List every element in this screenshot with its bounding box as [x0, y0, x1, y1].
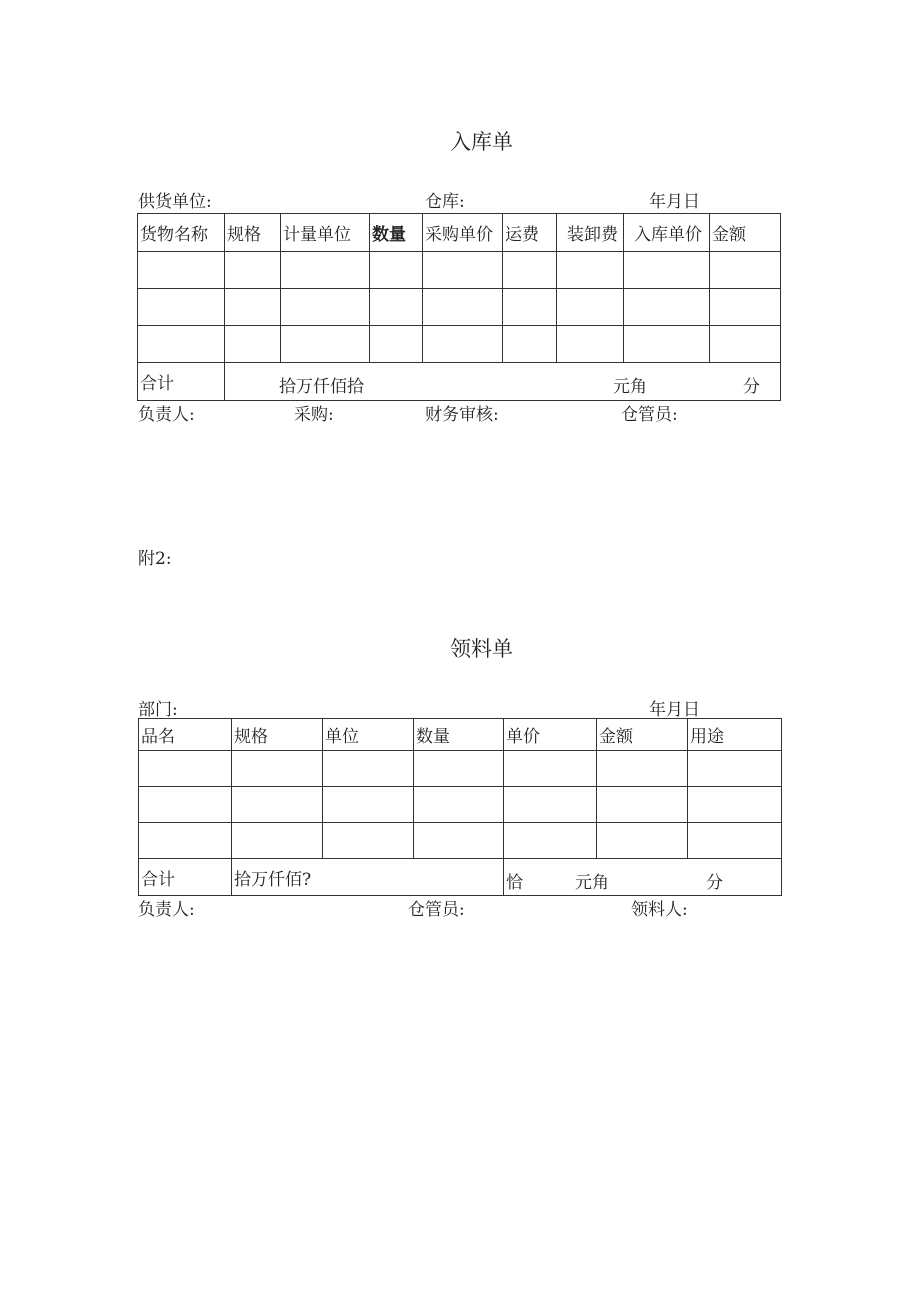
input-cell[interactable]: [624, 252, 710, 289]
yuan-jiao: 元角: [575, 873, 609, 893]
input-cell[interactable]: [323, 751, 414, 787]
fen: 分: [743, 377, 760, 397]
input-cell[interactable]: [323, 787, 414, 823]
dept-label: 部门:: [138, 700, 178, 720]
input-cell[interactable]: [503, 326, 557, 363]
input-cell[interactable]: [504, 751, 597, 787]
input-cell[interactable]: [370, 289, 423, 326]
table-row: [139, 787, 782, 823]
header-cell: 数量: [370, 214, 423, 252]
input-cell[interactable]: [624, 326, 710, 363]
input-cell[interactable]: [139, 823, 232, 859]
finance-label: 财务审核:: [425, 405, 499, 425]
input-cell[interactable]: [225, 252, 281, 289]
header-cell: 入库单价: [624, 214, 710, 252]
header-cell: 运费: [503, 214, 557, 252]
header-cell: 采购单价: [423, 214, 503, 252]
input-cell[interactable]: [504, 787, 597, 823]
input-cell[interactable]: [423, 326, 503, 363]
header-cell: 货物名称: [138, 214, 225, 252]
input-cell[interactable]: [139, 751, 232, 787]
input-cell[interactable]: [710, 289, 781, 326]
input-cell[interactable]: [281, 289, 370, 326]
input-cell[interactable]: [557, 289, 624, 326]
form1-date-label: 年月日: [649, 192, 700, 212]
amount-words: 拾万仟佰拾: [279, 377, 364, 397]
input-cell[interactable]: [370, 252, 423, 289]
form1-table: [137, 213, 781, 401]
input-cell[interactable]: [225, 326, 281, 363]
input-cell[interactable]: [688, 823, 782, 859]
table-row: [139, 823, 782, 859]
receiver-label: 领料人:: [631, 900, 688, 920]
input-cell[interactable]: [710, 326, 781, 363]
input-cell[interactable]: [414, 787, 504, 823]
input-cell[interactable]: [688, 751, 782, 787]
responsible-label: 负责人:: [138, 405, 195, 425]
input-cell[interactable]: [624, 289, 710, 326]
input-cell[interactable]: [557, 326, 624, 363]
warehouse-label: 仓库:: [425, 192, 465, 212]
header-cell: 规格: [232, 719, 323, 751]
form1-title: 入库单: [450, 130, 513, 154]
form2-keeper-label: 仓管员:: [408, 900, 465, 920]
input-cell[interactable]: [139, 787, 232, 823]
form2-total-row: [139, 859, 782, 896]
total-label: 合计: [138, 363, 225, 401]
input-cell[interactable]: [503, 252, 557, 289]
input-cell[interactable]: [281, 252, 370, 289]
form2-header-row: [139, 719, 782, 751]
supplier-label: 供货单位:: [138, 192, 212, 212]
input-cell[interactable]: [597, 751, 688, 787]
header-cell: 单位: [323, 719, 414, 751]
input-cell[interactable]: [688, 787, 782, 823]
table-row: [139, 751, 782, 787]
input-cell[interactable]: [414, 823, 504, 859]
table-row: [138, 326, 781, 363]
header-cell: 单价: [504, 719, 597, 751]
input-cell[interactable]: [138, 326, 225, 363]
input-cell[interactable]: [597, 787, 688, 823]
form2-title: 领料单: [450, 637, 513, 661]
amount-words[interactable]: 拾万仟佰?: [232, 859, 504, 896]
input-cell[interactable]: [323, 823, 414, 859]
table-row: [138, 289, 781, 326]
input-cell[interactable]: [423, 252, 503, 289]
header-cell: 数量: [414, 719, 504, 751]
header-cell: 金额: [710, 214, 781, 252]
input-cell[interactable]: [225, 289, 281, 326]
input-cell[interactable]: [232, 787, 323, 823]
yuan-jiao: 元角: [613, 377, 647, 397]
total-amount-cell[interactable]: [225, 363, 781, 401]
input-cell[interactable]: [232, 751, 323, 787]
input-cell[interactable]: [710, 252, 781, 289]
header-cell: 计量单位: [281, 214, 370, 252]
total-yuan-cell[interactable]: [504, 859, 782, 896]
form2-date-label: 年月日: [649, 700, 700, 720]
keeper-label: 仓管员:: [621, 405, 678, 425]
input-cell[interactable]: [414, 751, 504, 787]
input-cell[interactable]: [138, 252, 225, 289]
input-cell[interactable]: [370, 326, 423, 363]
input-cell[interactable]: [503, 289, 557, 326]
attachment-label: 附2:: [138, 549, 172, 569]
fen: 分: [706, 873, 723, 893]
purchase-label: 采购:: [294, 405, 334, 425]
input-cell[interactable]: [423, 289, 503, 326]
input-cell[interactable]: [557, 252, 624, 289]
input-cell[interactable]: [281, 326, 370, 363]
header-cell: 品名: [139, 719, 232, 751]
header-cell: 金额: [597, 719, 688, 751]
header-cell: 用途: [688, 719, 782, 751]
header-cell: 装卸费: [557, 214, 624, 252]
form1-total-row: [138, 363, 781, 401]
total-label: 合计: [139, 859, 232, 896]
header-cell: 规格: [225, 214, 281, 252]
input-cell[interactable]: [504, 823, 597, 859]
input-cell[interactable]: [232, 823, 323, 859]
form2-table: [138, 718, 782, 896]
form1-header-row: [138, 214, 781, 252]
input-cell[interactable]: [597, 823, 688, 859]
table-row: [138, 252, 781, 289]
shi: 恰: [506, 873, 523, 893]
input-cell[interactable]: [138, 289, 225, 326]
form2-responsible-label: 负责人:: [138, 900, 195, 920]
